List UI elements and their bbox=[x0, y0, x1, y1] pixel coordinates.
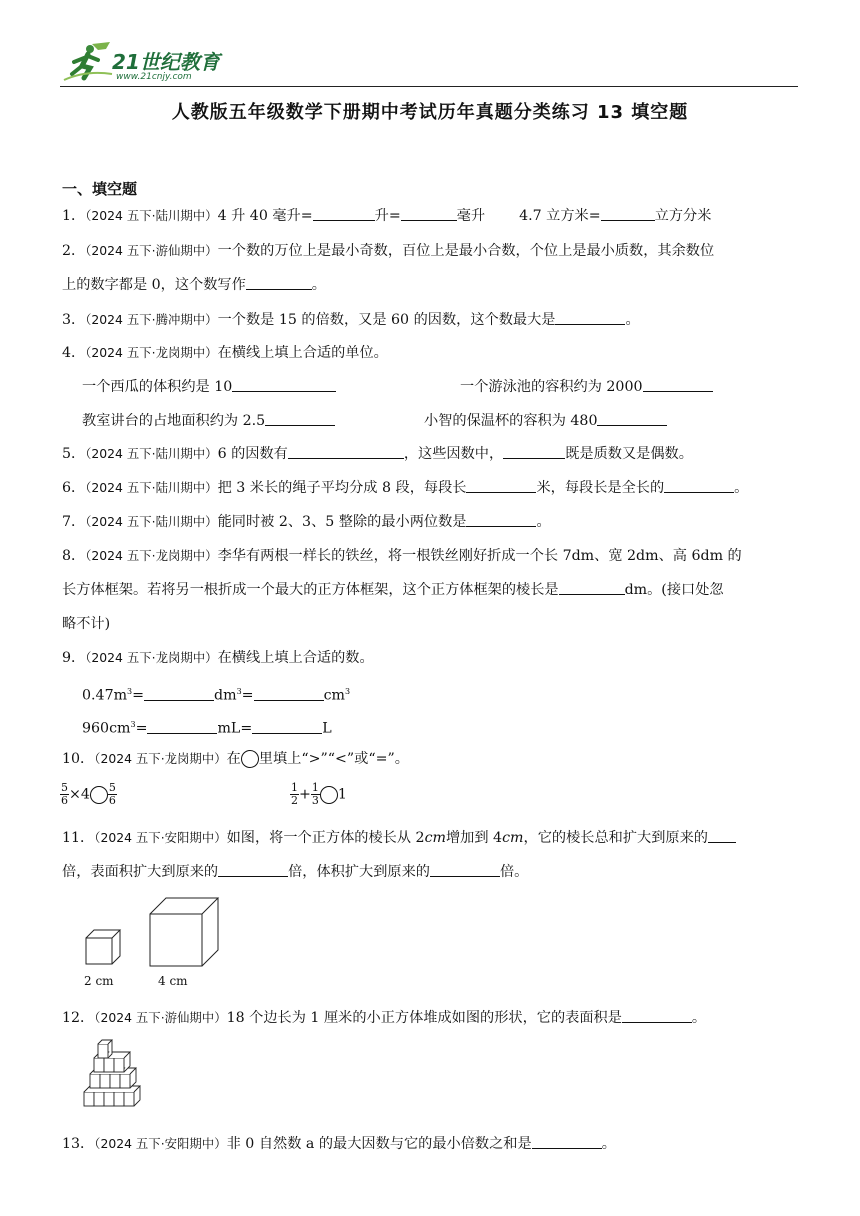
large-cube bbox=[150, 898, 218, 966]
fraction: $\frac{5}{6}$ bbox=[61, 781, 68, 807]
answer-blank[interactable] bbox=[265, 411, 335, 426]
question-8-line3: 略不计) bbox=[62, 616, 111, 632]
fraction: $\frac{1}{3}$ bbox=[311, 781, 319, 807]
fraction: $\frac{1}{2}$ bbox=[291, 781, 298, 807]
answer-blank[interactable] bbox=[643, 377, 713, 392]
logo-url: www.21cnjy.com bbox=[116, 72, 192, 82]
question-11-line2: 倍，表面积扩大到原来的 倍，体积扩大到原来的 倍。 bbox=[62, 864, 529, 880]
running-man-logo-icon bbox=[62, 40, 114, 84]
compare-circle[interactable] bbox=[90, 786, 108, 804]
answer-blank[interactable] bbox=[466, 512, 536, 527]
page-title: 人教版五年级数学下册期中考试历年真题分类练习 13 填空题 bbox=[171, 102, 689, 123]
answer-blank[interactable] bbox=[218, 862, 288, 877]
answer-blank[interactable] bbox=[254, 686, 324, 701]
question-1: 1．（2024 五下·陆川期中）4 升 40 毫升= 升= 毫升 4.7 立方米= 立方分米 bbox=[62, 208, 712, 224]
answer-blank[interactable] bbox=[664, 478, 734, 493]
question-11: 11．（2024 五下·安阳期中）如图，将一个正方体的棱长从 2cm增加到 4cm，它的棱长总和扩大到原来的 bbox=[62, 828, 736, 848]
logo bbox=[62, 40, 222, 86]
question-8: 8．（2024 五下·龙岗期中）李华有两根一样长的铁丝，将一根铁丝刚好折成一个长 7dm、宽 2dm、高 6dm 的 bbox=[62, 548, 742, 564]
question-4-row1-right: 一个游泳池的容积约为 2000 bbox=[460, 377, 713, 397]
answer-blank[interactable] bbox=[622, 1008, 692, 1023]
small-cube bbox=[86, 930, 120, 964]
question-12: 12．（2024 五下·游仙期中）18 个边长为 1 厘米的小正方体堆成如图的形状，它的表面积是 。 bbox=[62, 1010, 707, 1026]
section-heading: 一、填空题 bbox=[62, 180, 138, 198]
answer-blank[interactable] bbox=[232, 377, 336, 392]
stacked-cubes-figure bbox=[82, 1038, 144, 1112]
question-7: 7．（2024 五下·陆川期中）能同时被 2、3、5 整除的最小两位数是 。 bbox=[62, 514, 551, 530]
header-rule bbox=[60, 86, 798, 87]
answer-blank[interactable] bbox=[147, 719, 217, 734]
question-6: 6．（2024 五下·陆川期中）把 3 米长的绳子平均分成 8 段，每段长 米，每段长是全长的 。 bbox=[62, 480, 749, 496]
answer-blank[interactable] bbox=[401, 206, 457, 221]
answer-blank[interactable] bbox=[559, 580, 625, 595]
logo-text: 21世纪教育 bbox=[112, 50, 220, 74]
question-9-row2: $960cm^3= mL= L$ bbox=[82, 720, 332, 737]
question-4-row2-right: 小智的保温杯的容积为 480 bbox=[424, 411, 667, 431]
answer-blank[interactable] bbox=[532, 1134, 602, 1149]
answer-blank[interactable] bbox=[144, 686, 214, 701]
answer-blank[interactable] bbox=[708, 828, 736, 843]
fraction: $\frac{5}{6}$ bbox=[108, 781, 116, 807]
question-10: 10．（2024 五下·龙岗期中）在 里填上“>”“<”或“=”。 bbox=[62, 751, 409, 767]
question-8-line2: 长方体框架。若将另一根折成一个最大的正方体框架，这个正方体框架的棱长是 dm。(接口处忽 bbox=[62, 582, 724, 598]
answer-blank[interactable] bbox=[246, 275, 312, 290]
answer-blank[interactable] bbox=[288, 444, 404, 459]
answer-blank[interactable] bbox=[313, 206, 375, 221]
question-5: 5．（2024 五下·陆川期中）6 的因数有 ，这些因数中， 既是质数又是偶数。 bbox=[62, 446, 693, 462]
answer-blank[interactable] bbox=[430, 862, 500, 877]
question-4-row2-left: 教室讲台的占地面积约为 2.5 bbox=[82, 411, 335, 431]
question-2: 2．（2024 五下·游仙期中）一个数的万位上是最小奇数，百位上是最小合数，个位上是最小质数，其余数位 bbox=[62, 243, 715, 259]
question-3: 3．（2024 五下·腾冲期中）一个数是 15 的倍数，又是 60 的因数，这个数最大是 。 bbox=[62, 312, 640, 328]
answer-blank[interactable] bbox=[466, 478, 536, 493]
answer-blank[interactable] bbox=[252, 719, 322, 734]
answer-blank[interactable] bbox=[555, 310, 625, 325]
small-cube-label: 2 cm bbox=[84, 974, 114, 988]
question-10-expr2: $\frac{1}{2}$ + $\frac{1}{3}$ 1 bbox=[291, 781, 347, 807]
large-cube-label: 4 cm bbox=[158, 974, 188, 988]
question-4-row1-left: 一个西瓜的体积约是 10 bbox=[82, 377, 336, 397]
answer-blank[interactable] bbox=[503, 444, 565, 459]
question-10-expr1: $\frac{5}{6}$ ×4 $\frac{5}{6}$ bbox=[61, 781, 116, 807]
answer-blank[interactable] bbox=[601, 206, 655, 221]
question-9-row1: $0.47m^3= dm^3= cm^3$ bbox=[82, 687, 351, 704]
question-13: 13．（2024 五下·安阳期中）非 0 自然数 a 的最大因数与它的最小倍数之和是 。 bbox=[62, 1136, 616, 1152]
question-9: 9．（2024 五下·龙岗期中）在横线上填上合适的数。 bbox=[62, 650, 374, 666]
question-4: 4．（2024 五下·龙岗期中）在横线上填上合适的单位。 bbox=[62, 345, 388, 361]
circle-icon bbox=[241, 750, 259, 768]
compare-circle[interactable] bbox=[320, 786, 338, 804]
question-2-line2: 上的数字都是 0，这个数写作 。 bbox=[62, 277, 326, 293]
answer-blank[interactable] bbox=[597, 411, 667, 426]
